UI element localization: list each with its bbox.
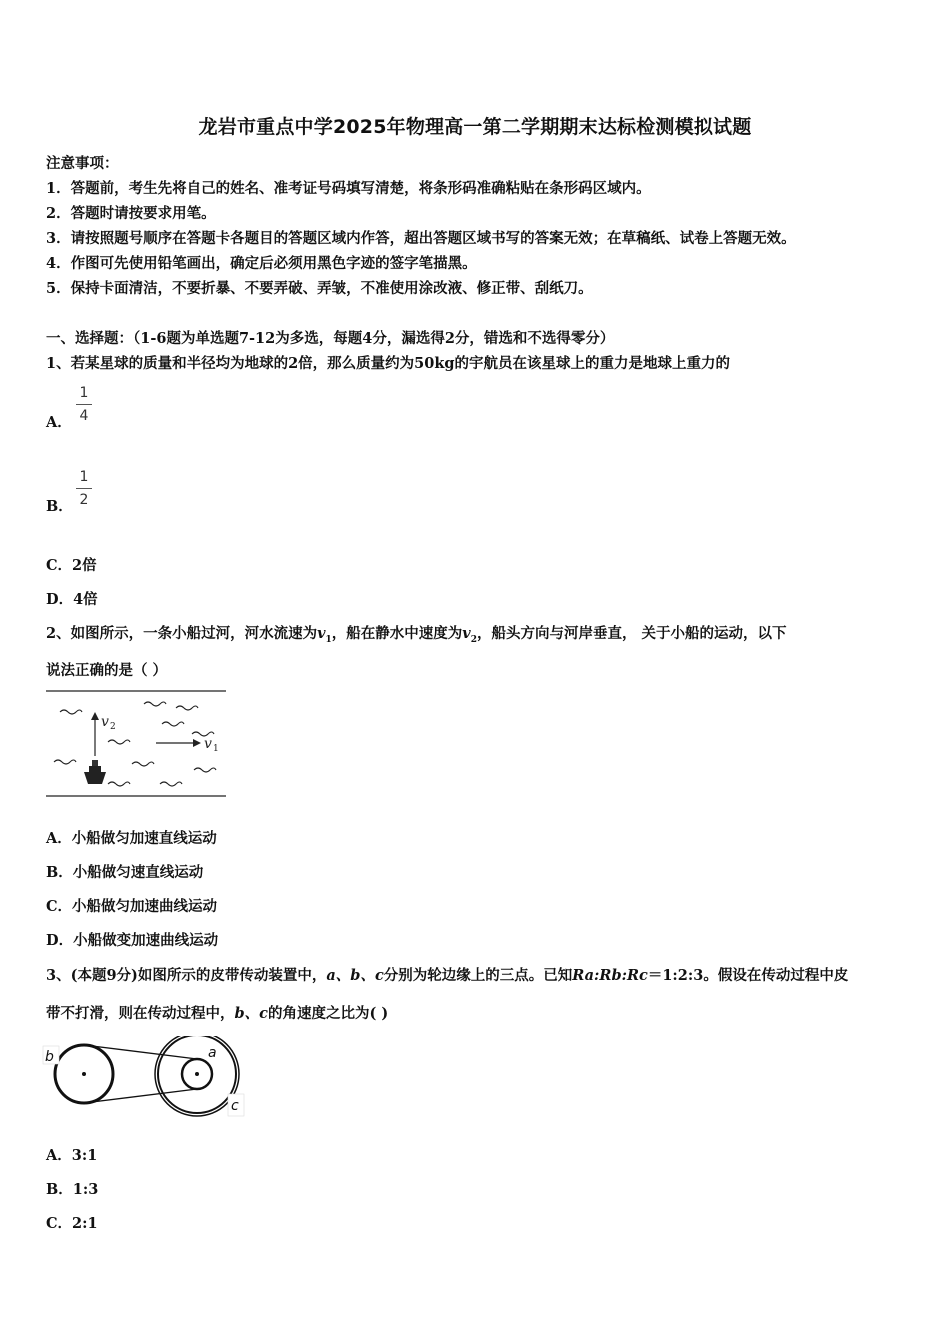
q1-option-c: C．2倍 <box>46 557 97 574</box>
v2-label: v <box>101 714 109 730</box>
notice-heading: 注意事项： <box>46 155 119 172</box>
fraction-numerator: 1 <box>79 385 89 401</box>
label-a: a <box>208 1045 217 1061</box>
label-c: c <box>231 1098 239 1114</box>
stem-text: 3、(本题9分)如图所示的皮带传动装置中， <box>46 967 327 984</box>
q1-option-a-label: A． <box>46 414 72 431</box>
question-2-stem-line2: 说法正确的是（ ） <box>46 662 168 679</box>
var-v2: v <box>462 625 471 642</box>
fraction-bar <box>76 488 92 489</box>
v2-label-sub: 2 <box>110 722 116 732</box>
fraction-denominator: 2 <box>79 492 89 508</box>
q3-option-a: A．3:1 <box>46 1147 98 1164</box>
notice-item: 4．作图可先使用铅笔画出，确定后必须用黑色字迹的签字笔描黑。 <box>46 255 477 272</box>
points-abc: a、b、c <box>326 967 384 984</box>
question-3-stem <box>46 964 848 985</box>
notice-item: 1．答题前，考生先将自己的姓名、准考证号码填写清楚，将条形码准确粘贴在条形码区域内。 <box>46 180 651 197</box>
q2-option-a: A．小船做匀加速直线运动 <box>46 830 217 847</box>
v2-arrow <box>91 712 99 756</box>
water-waves <box>54 702 216 786</box>
q1-option-a-fraction <box>76 384 92 425</box>
q2-option-b: B．小船做匀速直线运动 <box>46 864 204 881</box>
question-2-stem <box>46 622 787 645</box>
stem-text: ，船头方向与河岸垂直， 关于小船的运动，以下 <box>477 625 787 642</box>
label-b: b <box>45 1049 54 1065</box>
axle-a <box>195 1072 199 1076</box>
fraction-numerator: 1 <box>79 469 89 485</box>
q1-option-b-fraction <box>76 468 92 509</box>
q1-option-d: D．4倍 <box>46 591 98 608</box>
boat-icon <box>84 760 106 784</box>
river-boat-figure <box>44 686 228 800</box>
stem-text: ，船在静水中速度为 <box>331 625 463 642</box>
section-heading: 一、选择题：（1-6题为单选题7-12为多选，每题4分，漏选得2分，错选和不选得零分） <box>46 330 615 347</box>
stem-text: 2、如图所示，一条小船过河，河水流速为 <box>46 625 318 642</box>
var-v1-sub: 1 <box>325 634 332 645</box>
stem-text: 分别为轮边缘上的三点。已知 <box>383 967 573 984</box>
stem-text: ＝1:2:3。假设在传动过程中皮 <box>647 967 849 984</box>
question-1-stem: 1、若某星球的质量和半径均为地球的2倍，那么质量约为50kg的宇航员在该星球上的重力是地球上重力的 <box>46 355 731 372</box>
fraction-bar <box>76 404 92 405</box>
radius-ratio-vars: Ra:Rb:Rc <box>572 967 648 984</box>
q2-option-d: D．小船做变加速曲线运动 <box>46 932 219 949</box>
notice-item: 5．保持卡面清洁，不要折暴、不要弄破、弄皱，不准使用涂改液、修正带、刮纸刀。 <box>46 280 593 297</box>
notice-item: 2．答题时请按要求用笔。 <box>46 205 216 222</box>
var-v1: v <box>317 625 326 642</box>
q2-option-c: C．小船做匀加速曲线运动 <box>46 898 218 915</box>
axle-b <box>82 1072 86 1076</box>
var-v2-sub: 2 <box>470 634 477 645</box>
q1-option-b-label: B． <box>46 498 73 515</box>
fraction-denominator: 4 <box>79 408 89 424</box>
notice-item: 3．请按照题号顺序在答题卡各题目的答题区域内作答，超出答题区域书写的答案无效；在草稿纸、试卷上答题无效。 <box>46 230 796 247</box>
v1-arrow <box>156 739 201 747</box>
v1-label-sub: 1 <box>213 744 219 754</box>
v1-label: v <box>204 736 212 752</box>
stem-text: 的角速度之比为( ) <box>267 1005 389 1022</box>
question-3-stem-line2 <box>46 1002 388 1023</box>
q3-option-b: B．1:3 <box>46 1181 99 1198</box>
page-title: 龙岩市重点中学2025年物理高一第二学期期末达标检测模拟试题 <box>198 116 752 138</box>
points-bc: b、c <box>234 1005 268 1022</box>
belt-drive-figure <box>42 1036 248 1120</box>
stem-text: 带不打滑，则在传动过程中， <box>46 1005 235 1022</box>
q3-option-c: C．2:1 <box>46 1215 98 1232</box>
